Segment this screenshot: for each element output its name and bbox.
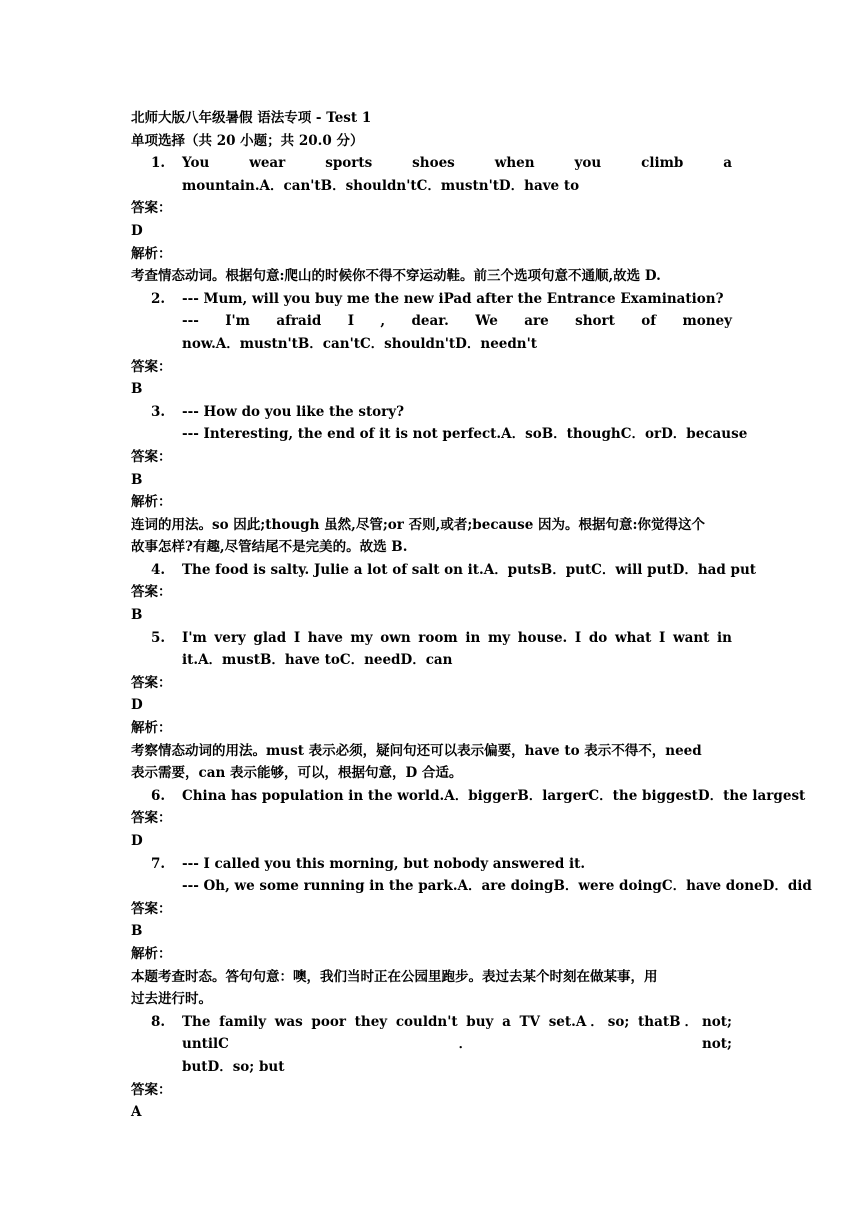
answer-label: 答案： bbox=[131, 358, 172, 375]
question-number: 2. bbox=[151, 290, 166, 307]
answer-value: B bbox=[131, 607, 143, 624]
analysis-label: 解析： bbox=[131, 245, 172, 262]
question-item bbox=[131, 627, 732, 672]
answer-label: 答案： bbox=[131, 674, 172, 691]
answer-label: 答案： bbox=[131, 584, 172, 601]
question-item bbox=[131, 288, 732, 356]
question-text: China has population in the world.A．biggerB．largerC．the biggestD．the largest bbox=[182, 787, 806, 804]
analysis-label: 解析： bbox=[131, 945, 172, 962]
question-number: 1. bbox=[151, 155, 166, 172]
question-number: 3. bbox=[151, 403, 166, 420]
question-item bbox=[131, 785, 806, 808]
section-heading: 单项选择（共 20 小题；共 20.0 分） bbox=[131, 132, 364, 149]
question-item bbox=[131, 401, 748, 446]
question-options: now.A．mustn'tB．can'tC．shouldn'tD．needn't bbox=[182, 335, 537, 352]
answer-value: D bbox=[131, 697, 143, 714]
analysis-label: 解析： bbox=[131, 494, 172, 511]
answer-value: D bbox=[131, 833, 143, 849]
question-number: 7. bbox=[151, 855, 166, 872]
question-text: You wear sports shoes when you climb a bbox=[182, 155, 732, 172]
analysis-text: 本题考查时态。答句句意：噢，我们当时正在公园里跑步。表过去某个时刻在做某事，用 bbox=[131, 968, 658, 985]
question-options: --- Interesting, the end of it is not perfect.A．soB．thoughC．orD．because bbox=[182, 426, 748, 443]
answer-value: A bbox=[131, 1104, 142, 1121]
analysis-text: 过去进行时。 bbox=[131, 991, 212, 1008]
question-text: --- I called you this morning, but nobody answered it. bbox=[182, 855, 586, 872]
question-text: --- I'm afraid I , dear. We are short of money bbox=[182, 313, 732, 330]
analysis-label: 解析： bbox=[131, 720, 172, 737]
answer-value: D bbox=[131, 222, 143, 239]
answer-label: 答案： bbox=[131, 448, 172, 465]
question-item bbox=[131, 559, 757, 582]
question-options: --- Oh, we some running in the park.A．are doingB．were doingC．have doneD．did bbox=[182, 878, 812, 895]
question-options: butD．so; but bbox=[182, 1058, 285, 1075]
analysis-text: 考察情态动词的用法。must 表示必须，疑问句还可以表示偏要，have to 表示不得不，need bbox=[131, 742, 702, 759]
answer-value: B bbox=[131, 471, 143, 488]
question-number: 8. bbox=[151, 1013, 166, 1030]
question-text: The family was poor they couldn't buy a TV set.A．so; thatB．not; untilC．not; bbox=[182, 1013, 732, 1053]
answer-label: 答案： bbox=[131, 1081, 172, 1098]
question-item bbox=[131, 152, 732, 197]
question-number: 4. bbox=[151, 561, 166, 578]
analysis-text: 表示需要，can 表示能够，可以，根据句意，D 合适。 bbox=[131, 765, 463, 782]
question-text: --- Mum, will you buy me the new iPad after the Entrance Examination? bbox=[182, 290, 724, 307]
question-item bbox=[131, 853, 812, 898]
question-options: it.A．mustB．have toC．needD．can bbox=[182, 652, 453, 669]
question-text: --- How do you like the story? bbox=[182, 403, 405, 420]
question-options: mountain.A．can'tB．shouldn'tC．mustn'tD．have to bbox=[182, 177, 580, 194]
question-number: 5. bbox=[151, 629, 166, 646]
analysis-text: 考查情态动词。根据句意:爬山的时候你不得不穿运动鞋。前三个选项句意不通顺,故选 D. bbox=[131, 268, 661, 285]
analysis-text: 连词的用法。so 因此;though 虽然,尽管;or 否则,或者;because 因为。根据句意:你觉得这个 bbox=[131, 516, 705, 533]
answer-value: B bbox=[131, 381, 143, 398]
question-item bbox=[131, 1011, 732, 1079]
question-text: The food is salty. Julie a lot of salt on it.A．putsB．putC．will putD．had put bbox=[182, 561, 757, 578]
question-number: 6. bbox=[151, 787, 166, 804]
question-text: I'm very glad I have my own room in my house. I do what I want in bbox=[182, 629, 732, 646]
answer-label: 答案： bbox=[131, 810, 172, 827]
document-page bbox=[131, 107, 812, 1124]
analysis-text: 故事怎样?有趣,尽管结尾不是完美的。故选 B. bbox=[131, 539, 408, 556]
answer-label: 答案： bbox=[131, 900, 172, 917]
answer-value: B bbox=[131, 923, 143, 940]
document-title: 北师大版八年级暑假 语法专项 - Test 1 bbox=[131, 110, 372, 126]
answer-label: 答案： bbox=[131, 200, 172, 217]
